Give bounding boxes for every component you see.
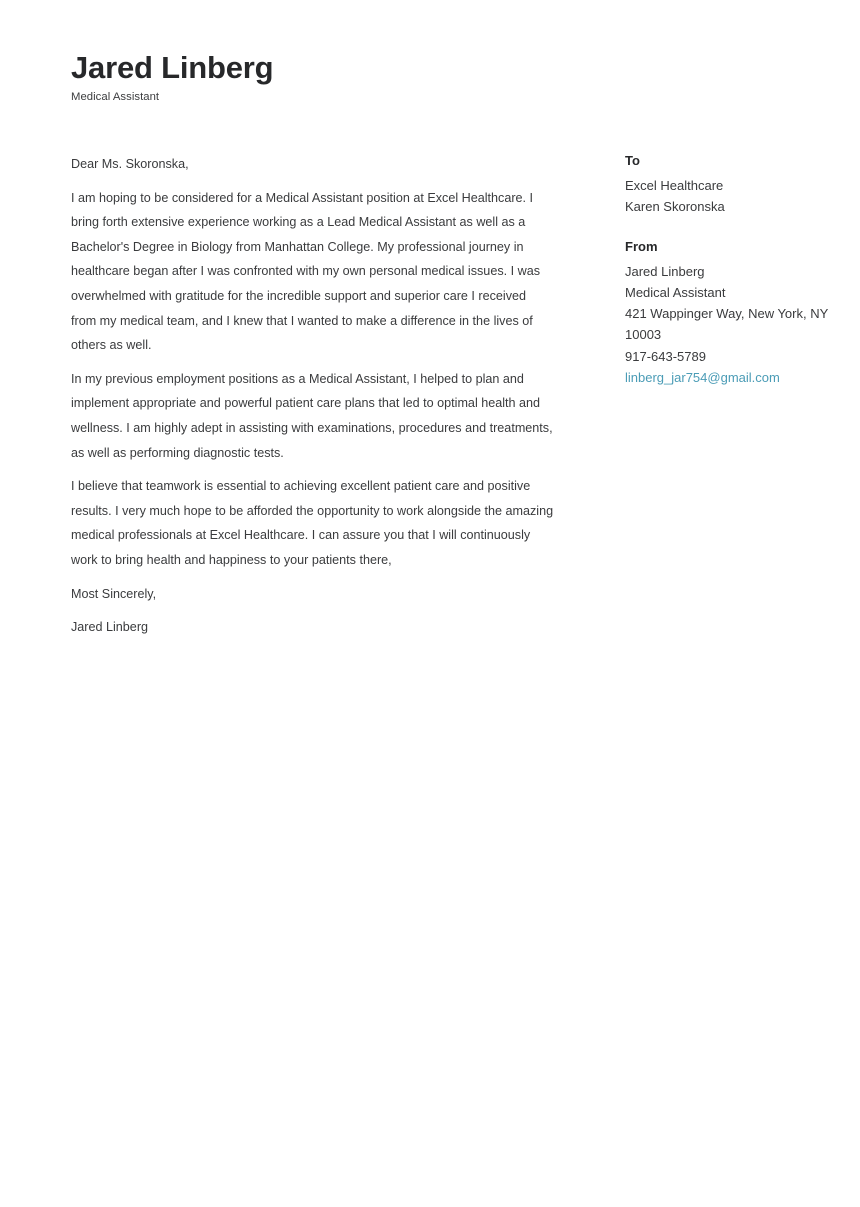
sender-job-title: Medical Assistant bbox=[625, 284, 726, 300]
letter-header bbox=[71, 50, 591, 105]
salutation: Dear Ms. Skoronska, bbox=[71, 157, 189, 171]
letter-body bbox=[71, 152, 554, 640]
sender-name: Jared Linberg bbox=[625, 263, 705, 279]
signature-name: Jared Linberg bbox=[71, 620, 149, 635]
sender-heading: From bbox=[625, 238, 658, 254]
recipient-company: Excel Healthcare bbox=[625, 178, 724, 194]
sender-phone: 917-643-5789 bbox=[625, 348, 706, 364]
contact-column bbox=[625, 151, 840, 388]
sender-email-link[interactable]: linberg_jar754@gmail.com bbox=[625, 369, 780, 385]
letter-paragraph: In my previous employment positions as a Medical Assistant, I helped to plan and implement appropriate and powerful patient care plans that led to optimal health and wellness. I am highly adept in assisting with examinations, procedures and treatments, as well as performing diagnostic tests. bbox=[71, 371, 553, 460]
sender-address: 421 Wappinger Way, New York, NY 10003 bbox=[625, 306, 829, 343]
letter-paragraph: I believe that teamwork is essential to achieving excellent patient care and positive results. I very much hope to be afforded the opportunity to work alongside the amazing medical professionals at Excel Healthcare. I can assure you that I will continuously work to bring health and happiness to your patients there, bbox=[71, 479, 554, 567]
letter-paragraph: I am hoping to be considered for a Medical Assistant position at Excel Healthcare. I bring forth extensive experience working as a Lead Medical Assistant as well as a Bachelor's Degree in Biology from Manhattan College. My professional journey in healthcare began after I was confronted with my own personal medical issues. I was overwhelmed with gratitude for the incredible support and superior care I received from my medical team, and I knew that I wanted to make a difference in the lives of others as well. bbox=[71, 190, 541, 353]
closing-salutation: Most Sincerely, bbox=[71, 586, 157, 601]
sender-block bbox=[625, 237, 840, 388]
applicant-job-title: Medical Assistant bbox=[71, 90, 160, 103]
recipient-heading: To bbox=[625, 153, 640, 168]
recipient-name: Karen Skoronska bbox=[625, 199, 725, 215]
recipient-block bbox=[625, 151, 840, 218]
applicant-name: Jared Linberg bbox=[71, 50, 274, 85]
